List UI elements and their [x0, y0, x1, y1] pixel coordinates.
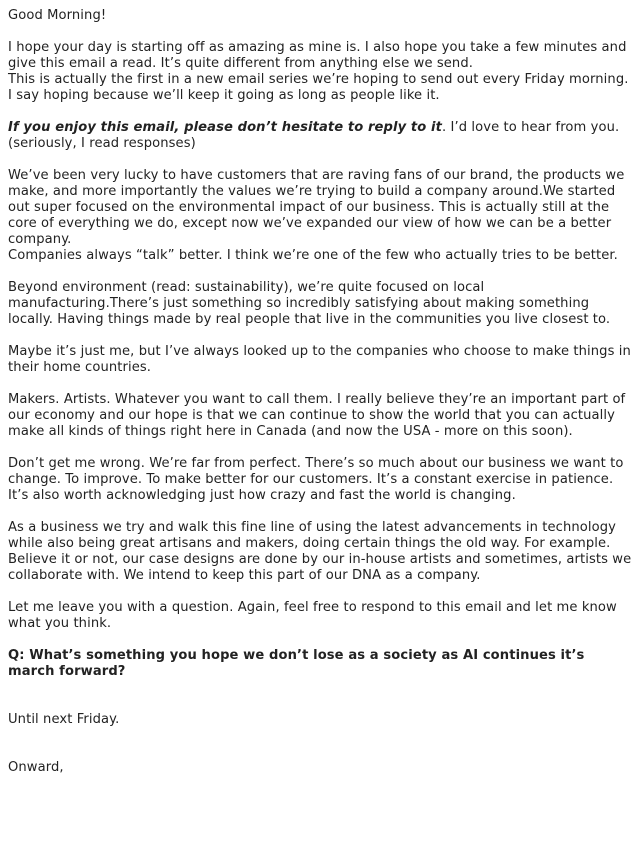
question: Q: What’s something you hope we don’t lose as a society as AI continues it’s march forward? [8, 648, 585, 679]
paragraph-question-intro: Let me leave you with a question. Again, feel free to respond to this email and let me know what you think. [8, 600, 617, 631]
paragraph-imperfect: Don’t get me wrong. We’re far from perfect. There’s so much about our business we want to change. To improve. To make better for our customers. It’s a constant exercise in patience. [8, 456, 624, 487]
paragraph-local-manufacturing: Beyond environment (read: sustainability), we’re quite focused on local manufacturing.There’s just something so incredibly satisfying about making something locally. Having things made by real people that live in the communities you live closest to. [8, 280, 611, 327]
signoff-onward: Onward, [8, 760, 64, 775]
signoff-next-friday: Until next Friday. [8, 712, 120, 727]
reply-rest: . I’d love to hear from you. (seriously, I read responses) [8, 120, 620, 151]
paragraph-home-countries: Maybe it’s just me, but I’ve always looked up to the companies who choose to make things in their home countries. [8, 344, 631, 375]
paragraph-customers: We’ve been very lucky to have customers that are raving fans of our brand, the products we make, and more importantly the values we’re trying to build a company around.We started out super focused on the environmental impact of our business. This is actually still at the core of everything we do, except now we’ve expanded our view of how we can be a better company. [8, 168, 625, 247]
paragraph-companies: Companies always “talk” better. I think we’re one of the few who actually tries to be better. [8, 248, 618, 263]
paragraph-world-changing: It’s also worth acknowledging just how crazy and fast the world is changing. [8, 488, 516, 503]
reply-emphasis: If you enjoy this email, please don’t hesitate to reply to it [8, 120, 442, 135]
greeting: Good Morning! [8, 8, 107, 23]
paragraph-series: This is actually the first in a new email series we’re hoping to send out every Friday morning. I say hoping because we’ll keep it going as long as people like it. [8, 72, 629, 103]
paragraph-makers: Makers. Artists. Whatever you want to call them. I really believe they’re an important part of our economy and our hope is that we can continue to show the world that you can actually make all kinds of things right here in Canada (and now the USA - more on this soon). [8, 392, 626, 439]
paragraph-reply-request [8, 120, 632, 152]
paragraph-technology: As a business we try and walk this fine line of using the latest advancements in technology while also being great artisans and makers, doing certain things the old way. For example. Believe it or not, our case designs are done by our in-house artists and sometimes, artists we collaborate with. We intend to keep this part of our DNA as a company. [8, 520, 632, 583]
paragraph-intro: I hope your day is starting off as amazing as mine is. I also hope you take a few minutes and give this email a read. It’s quite different from anything else we send. [8, 40, 627, 71]
